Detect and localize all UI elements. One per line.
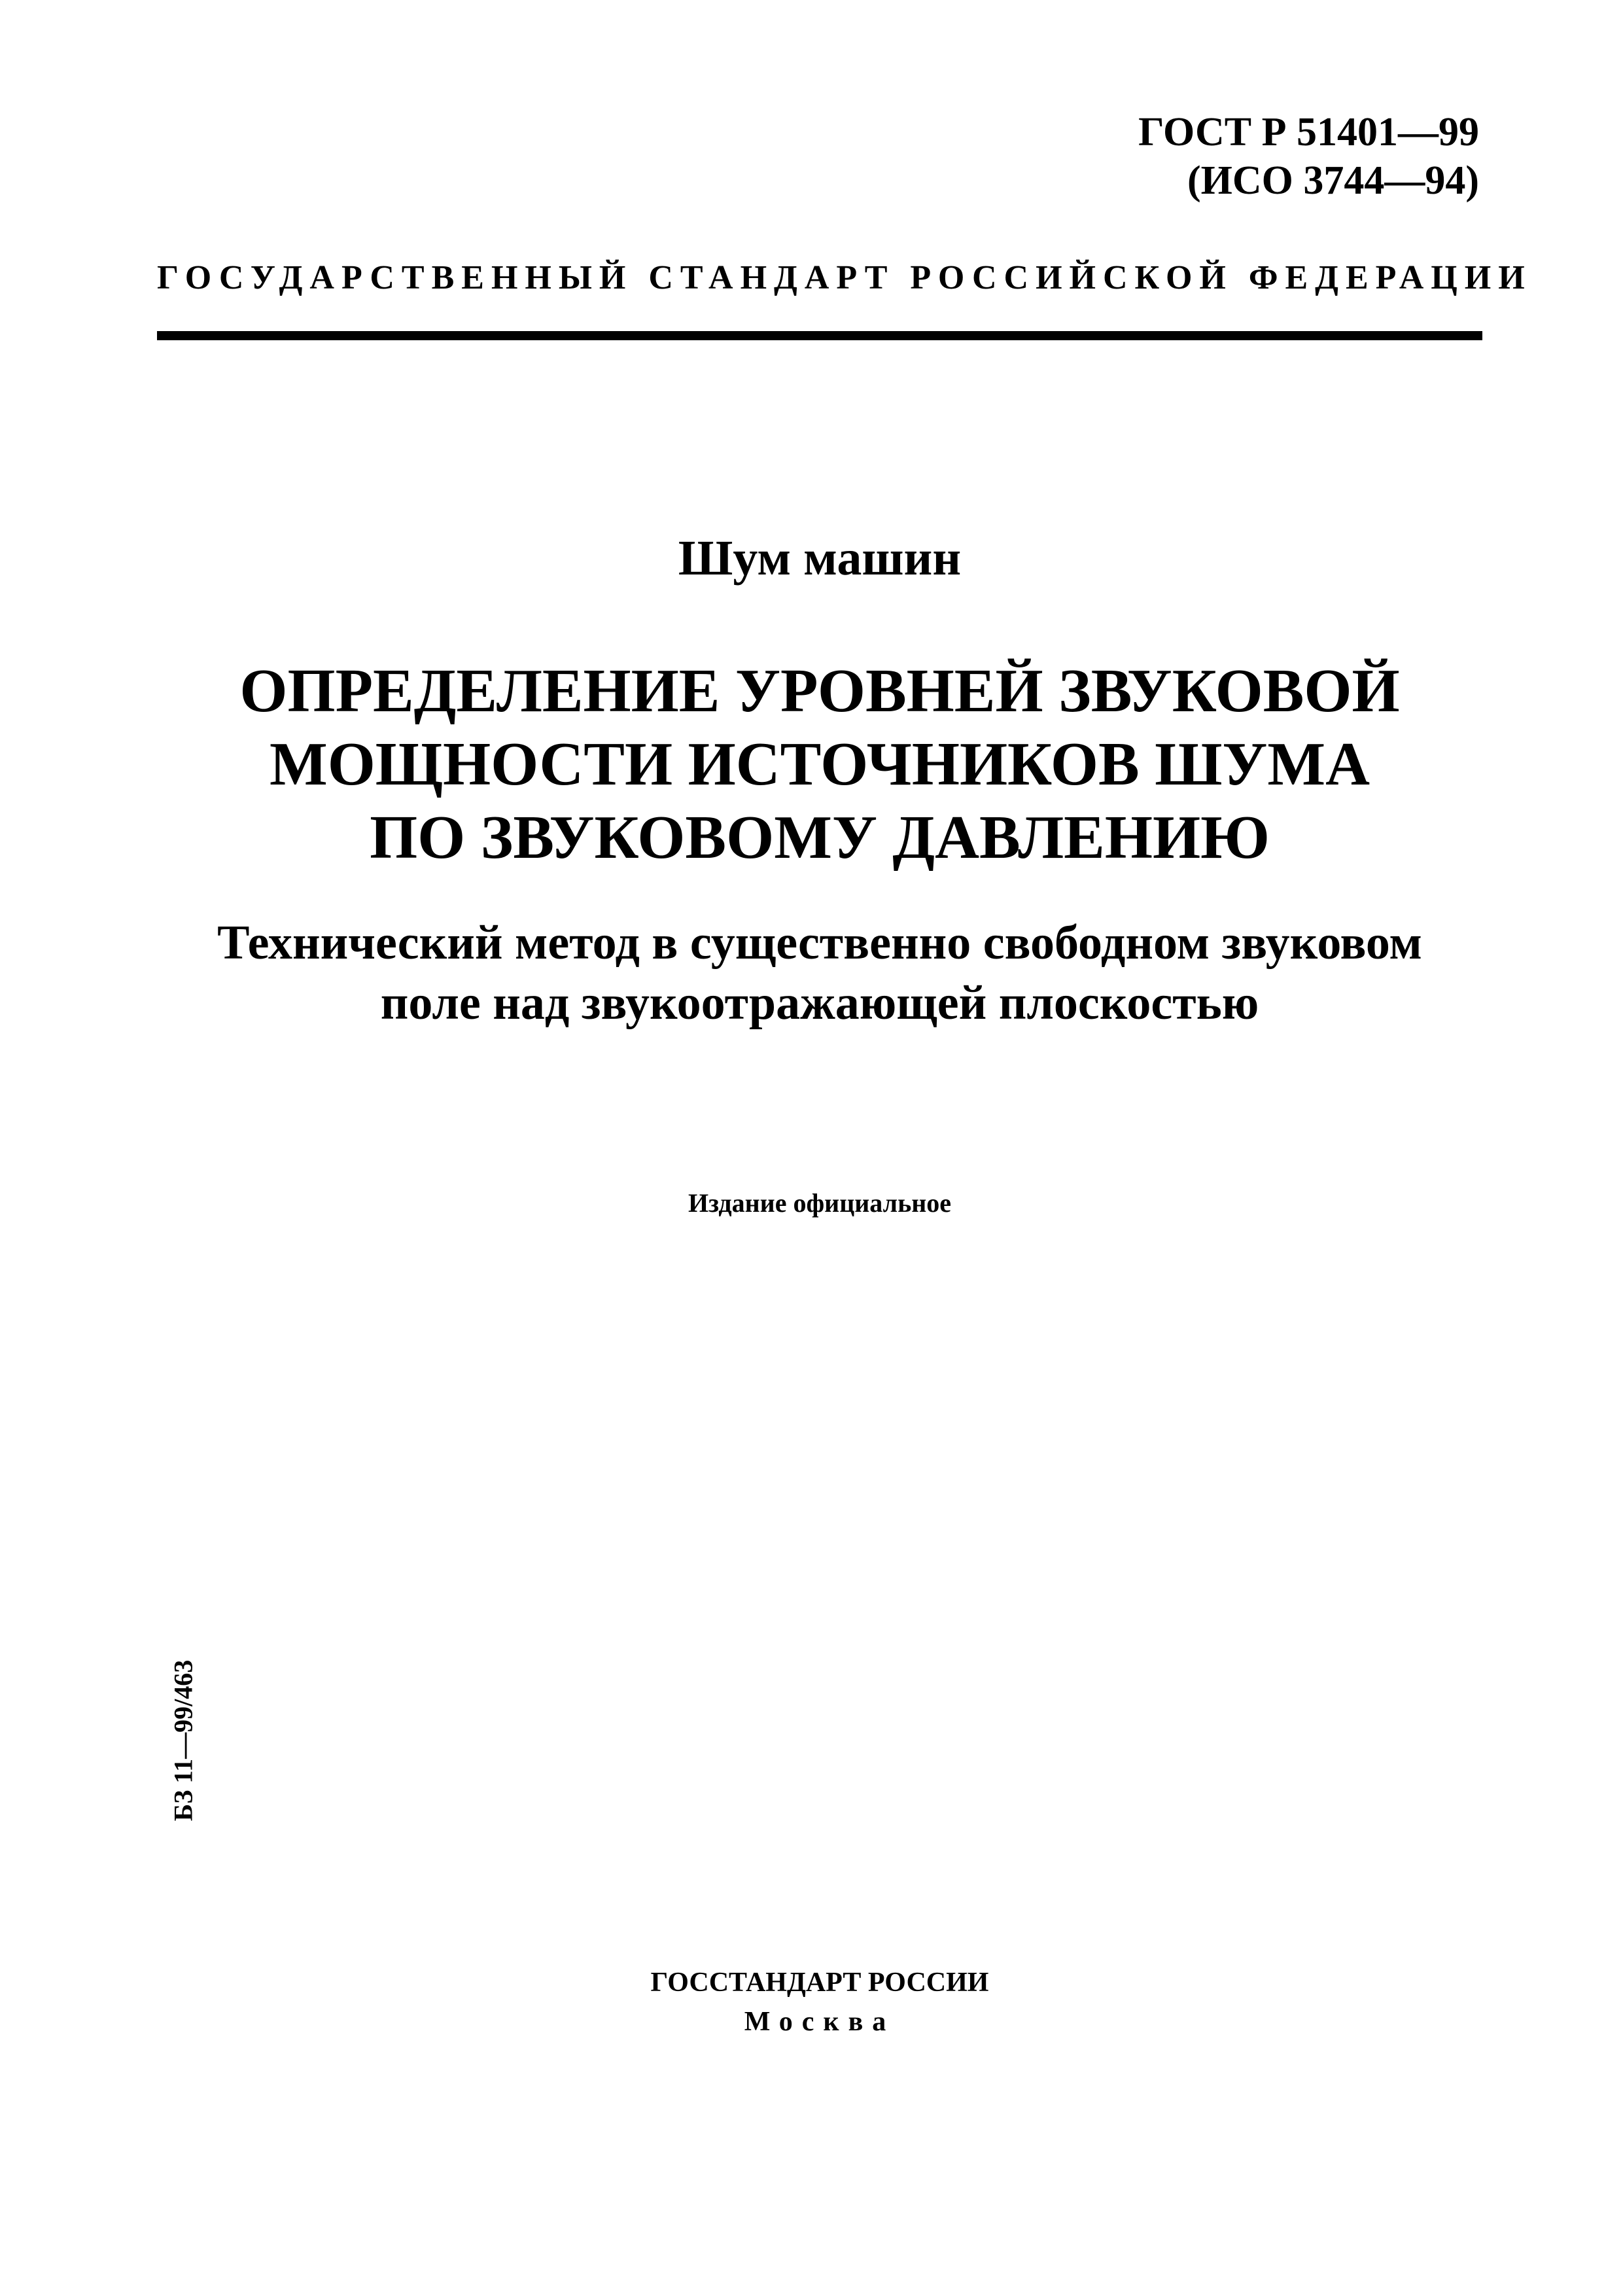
publisher-block [157,1963,1482,2041]
state-standard-heading: ГОСУДАРСТВЕННЫЙ СТАНДАРТ РОССИЙСКОЙ ФЕДЕРАЦИИ [157,259,1532,296]
method-subtitle [157,913,1482,1033]
document-subject: Шум машин [678,531,962,586]
standard-number: ГОСТ Р 51401—99 [1138,110,1479,154]
edition-label: Издание официальное [688,1188,952,1218]
iso-equivalent: (ИСО 3744—94) [1187,158,1479,203]
main-title-line: ОПРЕДЕЛЕНИЕ УРОВНЕЙ ЗВУКОВОЙ [239,657,1400,725]
method-subtitle-line: поле над звукоотражающей плоскостью [380,976,1259,1030]
method-subtitle-line: Технический метод в существенно свободном звуковом [217,916,1422,970]
side-code-block [167,1649,200,1832]
main-title-line: МОЩНОСТИ ИСТОЧНИКОВ ШУМА [269,730,1370,798]
header-rule-divider [157,331,1482,340]
document-main-title [157,654,1482,874]
main-title-line: ПО ЗВУКОВОМУ ДАВЛЕНИЮ [370,804,1270,872]
publisher-city: Москва [744,2007,896,2037]
side-code-text: БЗ 11—99/463 [168,1659,198,1822]
standard-designation-block [1138,108,1479,205]
publisher-name: ГОССТАНДАРТ РОССИИ [650,1968,989,1998]
